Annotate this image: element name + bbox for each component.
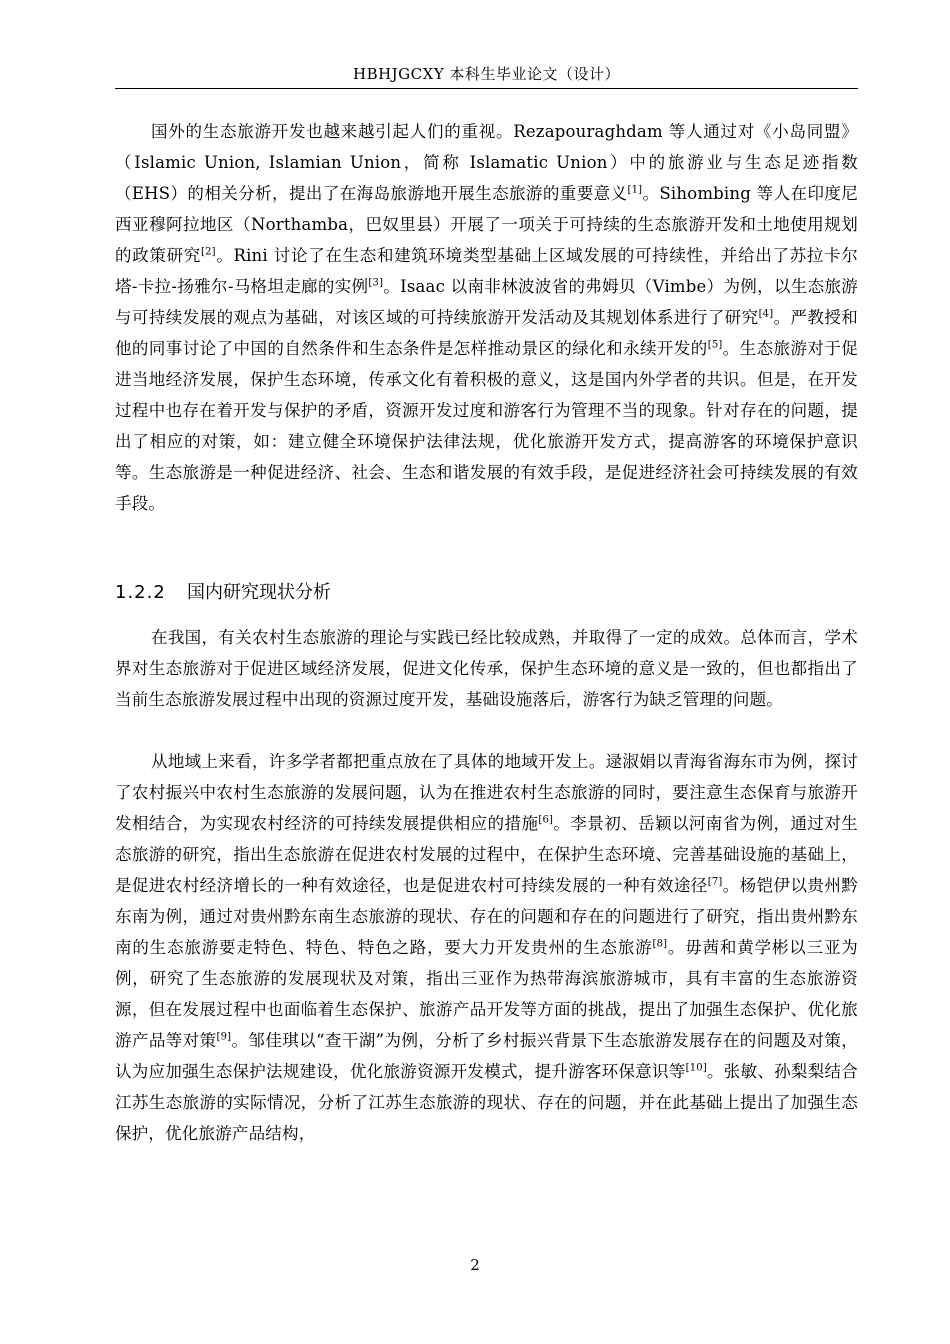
citation-ref: [10] xyxy=(685,1062,707,1074)
citation-ref: [4] xyxy=(758,308,774,320)
citation-ref: [5] xyxy=(707,339,723,351)
citation-ref: [3] xyxy=(368,277,384,289)
citation-ref: [8] xyxy=(652,938,668,950)
paragraph-domestic-overview: 在我国，有关农村生态旅游的理论与实践已经比较成熟，并取得了一定的成效。总体而言，学术界对生态旅游对于促进区域经济发展，促进文化传承，保护生态环境的意义是一致的，但也都指出了当前生态旅游发展过程中出现的资源过度开发，基础设施落后，游客行为缺乏管理的问题。 xyxy=(115,628,858,709)
paragraph-foreign-research: 国外的生态旅游开发也越来越引起人们的重视。Rezapouraghdam 等人通过对《小岛同盟》（Islamic Union, Islamian Union，简称 Islamatic Union）中的旅游业与生态足迹指数（EHS）的相关分析，提出了在海岛旅游地开展生态旅游的重要意义[1]。Sihombing 等人在印度尼西亚穆阿拉地区（Northamba，巴奴里县）开展了一项关于可持续的生态旅游开发和土地使用规划的政策研究[2]。Rini 讨论了在生态和建筑环境类型基础上区域发展的可持续性，并给出了苏拉卡尔塔-卡拉-扬雅尔-马格坦走廊的实例[3]。Isaac 以南非林波波省的弗姆贝（Vimbe）为例，以生态旅游与可持续发展的观点为基础，对该区域的可持续旅游开发活动及其规划体系进行了研究[4]。严教授和他的同事讨论了中国的自然条件和生态条件是怎样推动景区的绿化和永续开发的[5]。生态旅游对于促进当地经济发展，保护生态环境，传承文化有着积极的意义，这是国内外学者的共识。但是，在开发过程中也存在着开发与保护的矛盾，资源开发过度和游客行为管理不当的现象。针对存在的问题，提出了相应的对策，如：建立健全环境保护法律法规，优化旅游开发方式，提高游客的环境保护意识等。生态旅游是一种促进经济、社会、生态和谐发展的有效手段，是促进经济社会可持续发展的有效手段。 xyxy=(115,122,859,513)
citation-ref: [1] xyxy=(627,184,643,196)
section-title: 国内研究现状分析 xyxy=(187,582,331,603)
page-header: HBHJGCXY 本科生毕业论文（设计） xyxy=(352,65,620,83)
section-heading xyxy=(115,580,331,606)
citation-ref: [9] xyxy=(216,1031,232,1043)
citation-ref: [6] xyxy=(538,814,554,826)
paragraph-regional-studies: 从地域上来看，许多学者都把重点放在了具体的地域开发上。逯淑娟以青海省海东市为例，探讨了农村振兴中农村生态旅游的发展问题，认为在推进农村生态旅游的同时，要注意生态保育与旅游开发相结合，为实现农村经济的可持续发展提供相应的措施[6]。李景初、岳颖以河南省为例，通过对生态旅游的研究，指出生态旅游在促进农村发展的过程中，在保护生态环境、完善基础设施的基础上，是促进农村经济增长的一种有效途径，也是促进农村可持续发展的一种有效途径[7]。杨铠伊以贵州黔东南为例，通过对贵州黔东南生态旅游的现状、存在的问题和存在的问题进行了研究，指出贵州黔东南的生态旅游要走特色、特色、特色之路，要大力开发贵州的生态旅游[8]。毋茜和黄学彬以三亚为例，研究了生态旅游的发展现状及对策，指出三亚作为热带海滨旅游城市，具有丰富的生态旅游资源，但在发展过程中也面临着生态保护、旅游产品开发等方面的挑战，提出了加强生态保护、优化旅游产品等对策[9]。邹佳琪以“查干湖”为例，分析了乡村振兴背景下生态旅游发展存在的问题及对策，认为应加强生态保护法规建设，优化旅游资源开发模式，提升游客环保意识等[10]。张敏、孙梨梨结合江苏生态旅游的实际情况，分析了江苏生态旅游的现状、存在的问题，并在此基础上提出了加强生态保护，优化旅游产品结构， xyxy=(115,752,859,1143)
citation-ref: [7] xyxy=(707,876,723,888)
page-number: 2 xyxy=(470,1256,480,1274)
section-number: 1.2.2 xyxy=(115,582,166,603)
header-rule xyxy=(115,88,858,89)
citation-ref: [2] xyxy=(201,246,216,258)
